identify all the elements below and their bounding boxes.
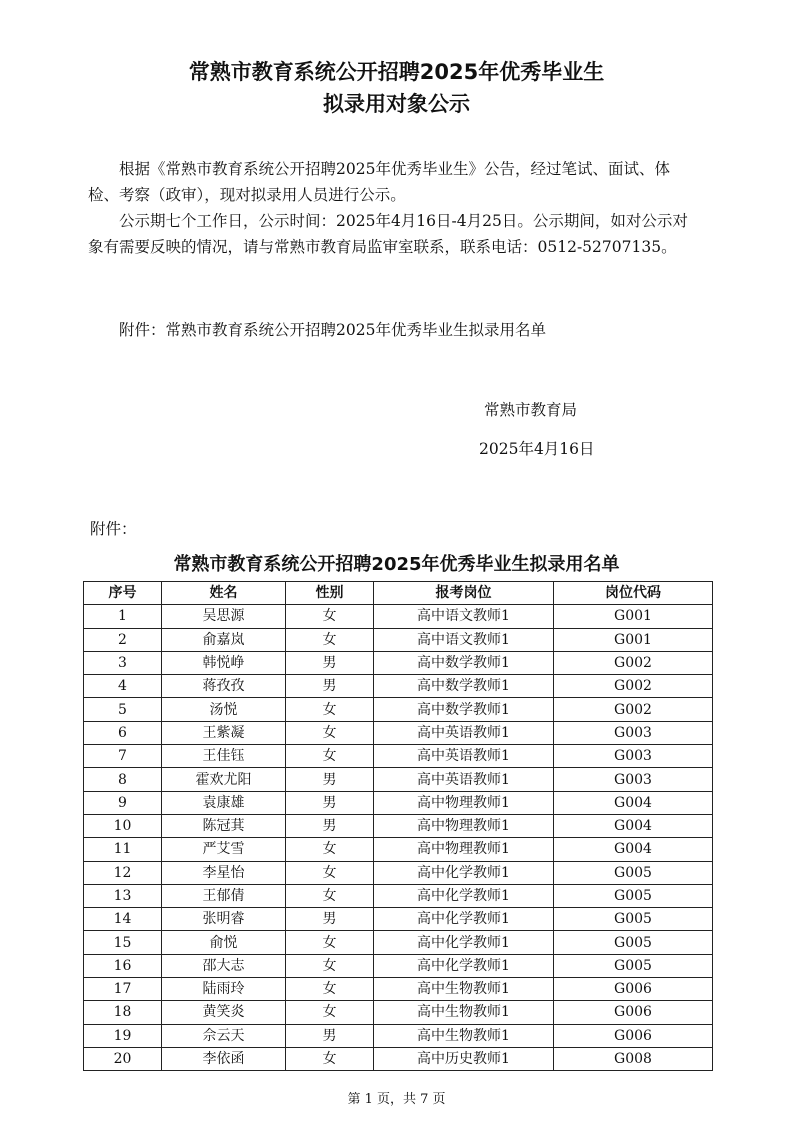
cell-position: 高中物理教师1 bbox=[374, 814, 554, 837]
table-row bbox=[84, 931, 713, 954]
cell-name: 俞嘉岚 bbox=[162, 628, 286, 651]
cell-gender: 女 bbox=[286, 954, 374, 977]
table-body bbox=[84, 605, 713, 1071]
cell-gender: 女 bbox=[286, 1001, 374, 1024]
cell-position-code: G005 bbox=[554, 861, 713, 884]
cell-index: 11 bbox=[84, 838, 162, 861]
document-subtitle: 拟录用对象公示 bbox=[323, 92, 470, 116]
cell-position: 高中化学教师1 bbox=[374, 954, 554, 977]
page-footer: 第 1 页，共 7 页 bbox=[347, 1092, 446, 1107]
cell-name: 陆雨玲 bbox=[162, 978, 286, 1001]
cell-index: 10 bbox=[84, 814, 162, 837]
cell-position: 高中数学教师1 bbox=[374, 698, 554, 721]
header-name: 姓名 bbox=[162, 582, 286, 605]
cell-index: 7 bbox=[84, 745, 162, 768]
cell-position-code: G004 bbox=[554, 814, 713, 837]
cell-gender: 女 bbox=[286, 628, 374, 651]
body-paragraph-1: 根据《常熟市教育系统公开招聘2025年优秀毕业生》公告，经过笔试、面试、体检、考察（政审），现对拟录用人员进行公示。 bbox=[88, 160, 670, 204]
table-row bbox=[84, 721, 713, 744]
cell-index: 14 bbox=[84, 908, 162, 931]
table-row bbox=[84, 768, 713, 791]
cell-position: 高中化学教师1 bbox=[374, 861, 554, 884]
cell-index: 16 bbox=[84, 954, 162, 977]
cell-name: 陈冠萁 bbox=[162, 814, 286, 837]
cell-position: 高中化学教师1 bbox=[374, 908, 554, 931]
cell-gender: 女 bbox=[286, 721, 374, 744]
cell-gender: 女 bbox=[286, 605, 374, 628]
cell-index: 2 bbox=[84, 628, 162, 651]
cell-position: 高中数学教师1 bbox=[374, 651, 554, 674]
cell-index: 1 bbox=[84, 605, 162, 628]
cell-position: 高中语文教师1 bbox=[374, 605, 554, 628]
cell-gender: 女 bbox=[286, 978, 374, 1001]
cell-gender: 男 bbox=[286, 791, 374, 814]
cell-position: 高中生物教师1 bbox=[374, 1001, 554, 1024]
signature-organization: 常熟市教育局 bbox=[484, 401, 578, 419]
table-row bbox=[84, 628, 713, 651]
cell-name: 王佳钰 bbox=[162, 745, 286, 768]
cell-gender: 女 bbox=[286, 861, 374, 884]
cell-position-code: G005 bbox=[554, 884, 713, 907]
cell-gender: 男 bbox=[286, 814, 374, 837]
cell-name: 张明睿 bbox=[162, 908, 286, 931]
cell-position: 高中化学教师1 bbox=[374, 931, 554, 954]
cell-index: 20 bbox=[84, 1047, 162, 1070]
cell-position: 高中语文教师1 bbox=[374, 628, 554, 651]
cell-name: 李星怡 bbox=[162, 861, 286, 884]
table-header-row bbox=[84, 582, 713, 605]
header-index: 序号 bbox=[84, 582, 162, 605]
table-row bbox=[84, 814, 713, 837]
cell-name: 蒋孜孜 bbox=[162, 675, 286, 698]
cell-name: 黄笑炎 bbox=[162, 1001, 286, 1024]
cell-name: 俞悦 bbox=[162, 931, 286, 954]
cell-position: 高中物理教师1 bbox=[374, 791, 554, 814]
header-gender: 性别 bbox=[286, 582, 374, 605]
cell-position: 高中英语教师1 bbox=[374, 745, 554, 768]
cell-position: 高中历史教师1 bbox=[374, 1047, 554, 1070]
cell-gender: 女 bbox=[286, 838, 374, 861]
cell-position-code: G005 bbox=[554, 954, 713, 977]
cell-index: 3 bbox=[84, 651, 162, 674]
cell-gender: 女 bbox=[286, 1047, 374, 1070]
cell-gender: 男 bbox=[286, 908, 374, 931]
header-position-code: 岗位代码 bbox=[554, 582, 713, 605]
cell-gender: 女 bbox=[286, 931, 374, 954]
header-position: 报考岗位 bbox=[374, 582, 554, 605]
table-row bbox=[84, 954, 713, 977]
cell-gender: 女 bbox=[286, 698, 374, 721]
document-title: 常熟市教育系统公开招聘2025年优秀毕业生 bbox=[188, 60, 605, 84]
list-title: 常熟市教育系统公开招聘2025年优秀毕业生拟录用名单 bbox=[173, 554, 620, 575]
attachment-reference: 附件：常熟市教育系统公开招聘2025年优秀毕业生拟录用名单 bbox=[119, 321, 546, 339]
cell-index: 8 bbox=[84, 768, 162, 791]
table-row bbox=[84, 908, 713, 931]
cell-name: 王郁倩 bbox=[162, 884, 286, 907]
cell-name: 王紫凝 bbox=[162, 721, 286, 744]
cell-name: 严艾雪 bbox=[162, 838, 286, 861]
cell-position-code: G002 bbox=[554, 675, 713, 698]
cell-name: 汤悦 bbox=[162, 698, 286, 721]
candidate-table bbox=[83, 581, 713, 1071]
table-row bbox=[84, 698, 713, 721]
cell-position-code: G006 bbox=[554, 1024, 713, 1047]
cell-index: 6 bbox=[84, 721, 162, 744]
cell-gender: 男 bbox=[286, 768, 374, 791]
cell-index: 17 bbox=[84, 978, 162, 1001]
cell-index: 15 bbox=[84, 931, 162, 954]
cell-position-code: G004 bbox=[554, 791, 713, 814]
table-row bbox=[84, 745, 713, 768]
signature-date: 2025年4月16日 bbox=[479, 440, 595, 458]
cell-index: 4 bbox=[84, 675, 162, 698]
cell-position-code: G008 bbox=[554, 1047, 713, 1070]
cell-index: 13 bbox=[84, 884, 162, 907]
cell-position-code: G002 bbox=[554, 698, 713, 721]
cell-index: 5 bbox=[84, 698, 162, 721]
table-row bbox=[84, 1001, 713, 1024]
cell-name: 韩悦峥 bbox=[162, 651, 286, 674]
cell-name: 邵大志 bbox=[162, 954, 286, 977]
cell-position: 高中英语教师1 bbox=[374, 768, 554, 791]
cell-gender: 男 bbox=[286, 675, 374, 698]
cell-position-code: G001 bbox=[554, 605, 713, 628]
cell-name: 袁康雄 bbox=[162, 791, 286, 814]
cell-index: 12 bbox=[84, 861, 162, 884]
cell-position-code: G003 bbox=[554, 745, 713, 768]
cell-index: 9 bbox=[84, 791, 162, 814]
cell-position-code: G005 bbox=[554, 908, 713, 931]
cell-position: 高中化学教师1 bbox=[374, 884, 554, 907]
cell-gender: 女 bbox=[286, 745, 374, 768]
cell-position-code: G002 bbox=[554, 651, 713, 674]
cell-position-code: G004 bbox=[554, 838, 713, 861]
cell-index: 19 bbox=[84, 1024, 162, 1047]
table-row bbox=[84, 978, 713, 1001]
cell-position-code: G003 bbox=[554, 768, 713, 791]
cell-index: 18 bbox=[84, 1001, 162, 1024]
cell-gender: 男 bbox=[286, 651, 374, 674]
cell-position: 高中物理教师1 bbox=[374, 838, 554, 861]
cell-name: 吴思源 bbox=[162, 605, 286, 628]
cell-name: 霍欢尤阳 bbox=[162, 768, 286, 791]
cell-position: 高中生物教师1 bbox=[374, 1024, 554, 1047]
table-row bbox=[84, 651, 713, 674]
cell-position: 高中生物教师1 bbox=[374, 978, 554, 1001]
table-row bbox=[84, 1047, 713, 1070]
table-row bbox=[84, 884, 713, 907]
cell-position-code: G003 bbox=[554, 721, 713, 744]
cell-position-code: G006 bbox=[554, 978, 713, 1001]
cell-position-code: G001 bbox=[554, 628, 713, 651]
table-row bbox=[84, 838, 713, 861]
cell-gender: 男 bbox=[286, 1024, 374, 1047]
body-paragraph-2: 公示期七个工作日，公示时间：2025年4月16日-4月25日。公示期间，如对公示对象有需要反映的情况，请与常熟市教育局监审室联系，联系电话：0512-52707135。 bbox=[88, 212, 688, 256]
table-row bbox=[84, 675, 713, 698]
cell-position: 高中英语教师1 bbox=[374, 721, 554, 744]
cell-position-code: G005 bbox=[554, 931, 713, 954]
attachment-label: 附件： bbox=[90, 520, 137, 538]
cell-gender: 女 bbox=[286, 884, 374, 907]
cell-name: 李依函 bbox=[162, 1047, 286, 1070]
table-row bbox=[84, 1024, 713, 1047]
cell-position-code: G006 bbox=[554, 1001, 713, 1024]
cell-name: 佘云天 bbox=[162, 1024, 286, 1047]
table-row bbox=[84, 605, 713, 628]
cell-position: 高中数学教师1 bbox=[374, 675, 554, 698]
table-row bbox=[84, 861, 713, 884]
table-row bbox=[84, 791, 713, 814]
